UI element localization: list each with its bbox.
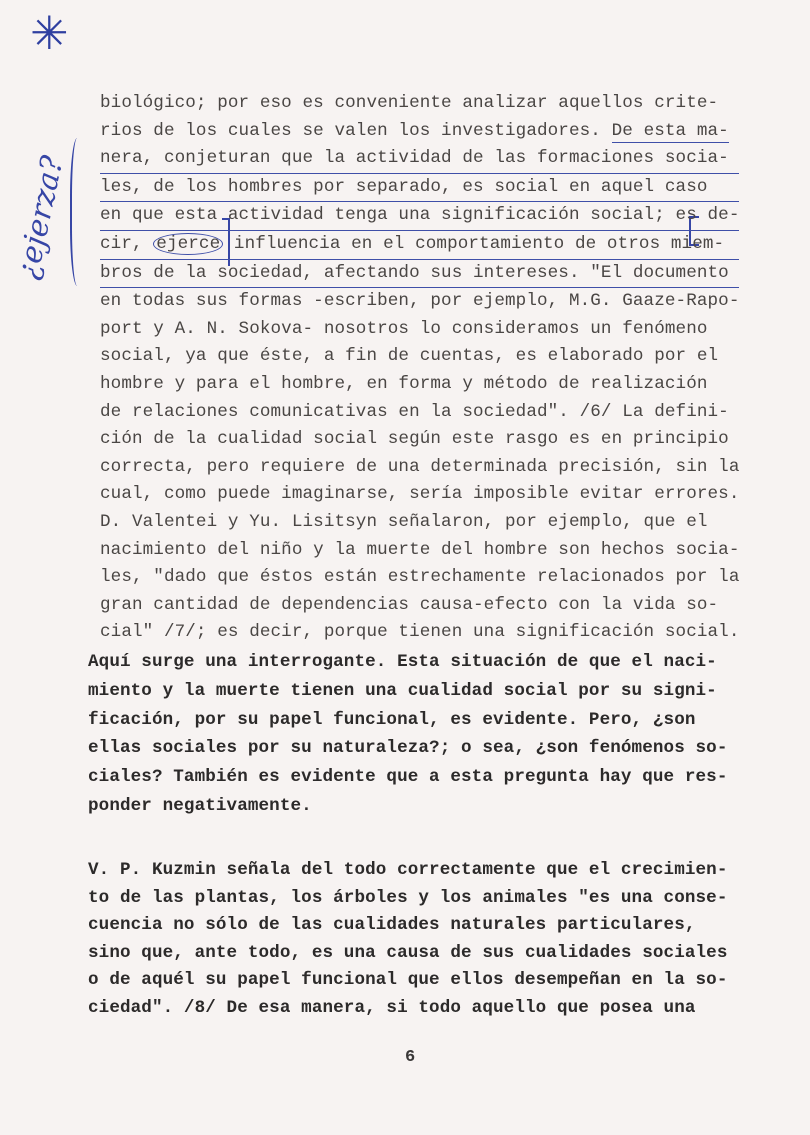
text-line: miento y la muerte tienen una cualidad social por su signi- — [88, 680, 717, 701]
page-number: 6 — [405, 1048, 416, 1067]
underlined-line: bros de la sociedad, afectando sus intereses. "El documento — [100, 260, 739, 289]
text-line — [100, 118, 739, 146]
underlined-line — [100, 231, 739, 260]
text-line: D. Valentei y Yu. Lisitsyn señalaron, por ejemplo, que el — [100, 511, 708, 532]
underlined-line: nera, conjeturan que la actividad de las formaciones socia- — [100, 145, 739, 174]
underlined-line: en que esta actividad tenga una significación social; es de- — [100, 202, 739, 231]
text-line: de relaciones comunicativas en la sociedad". /6/ La defini- — [100, 401, 729, 422]
text-line: V. P. Kuzmin señala del todo correctamente que el crecimien- — [88, 860, 728, 880]
text-line: correcta, pero requiere de una determinada precisión, sin la — [100, 456, 740, 477]
text-span: cir, — [100, 233, 154, 254]
underlined-line: les, de los hombres por separado, es social en aquel caso — [100, 174, 739, 203]
text-line: to de las plantas, los árboles y los animales "es una conse- — [88, 887, 728, 908]
circled-word: ejerce — [153, 233, 223, 255]
underlined-text: De esta ma- — [611, 120, 729, 141]
text-line: ponder negativamente. — [88, 795, 312, 816]
text-line: Aquí surge una interrogante. Esta situación de que el naci- — [88, 652, 717, 672]
text-line: nacimiento del niño y la muerte del hombre son hechos socia- — [100, 539, 740, 560]
margin-bracket — [70, 138, 88, 286]
text-line: gran cantidad de dependencias causa-efecto con la vida so- — [100, 594, 719, 615]
text-line: cial" /7/; es decir, porque tienen una significación social. — [100, 622, 740, 643]
text-span: influencia en el comportamiento de otros miem- — [223, 233, 725, 254]
text-line: les, "dado que éstos están estrechamente relacionados por la — [100, 567, 740, 588]
text-line: o de aquél su papel funcional que ellos desempeñan en la so- — [88, 970, 728, 991]
text-line: ciedad". /8/ De esa manera, si todo aquello que posea una — [88, 997, 696, 1018]
text-line: ellas sociales por su naturaleza?; o sea, ¿son fenómenos so- — [88, 738, 728, 759]
handwritten-margin-note: ¿ejerza? — [10, 152, 71, 283]
text-line: cual, como puede imaginarse, sería imposible evitar errores. — [100, 484, 740, 505]
text-line: port y A. N. Sokova- nosotros lo consideramos un fenómeno — [100, 318, 708, 339]
text-line: social, ya que éste, a fin de cuentas, es elaborado por el — [100, 346, 719, 367]
text-line: sino que, ante todo, es una causa de sus cualidades sociales — [88, 942, 728, 963]
paragraph-3 — [88, 857, 727, 1023]
paragraph-1 — [100, 90, 739, 647]
text-span: rios de los cuales se valen los investigadores. — [100, 120, 612, 141]
text-line: ción de la cualidad social según este rasgo es en principio — [100, 429, 729, 450]
text-line: biológico; por eso es conveniente analizar aquellos crite- — [100, 93, 719, 113]
text-line: ficación, por su papel funcional, es evidente. Pero, ¿son — [88, 709, 696, 730]
asterisk-mark: ✳ — [30, 6, 69, 60]
text-line: ciales? También es evidente que a esta pregunta hay que res- — [88, 767, 728, 788]
text-line: hombre y para el hombre, en forma y método de realización — [100, 373, 708, 394]
text-line: en todas sus formas -escriben, por ejemplo, M.G. Gaaze-Rapo- — [100, 291, 740, 312]
paragraph-2 — [88, 648, 727, 821]
text-line: cuencia no sólo de las cualidades naturales particulares, — [88, 915, 696, 936]
